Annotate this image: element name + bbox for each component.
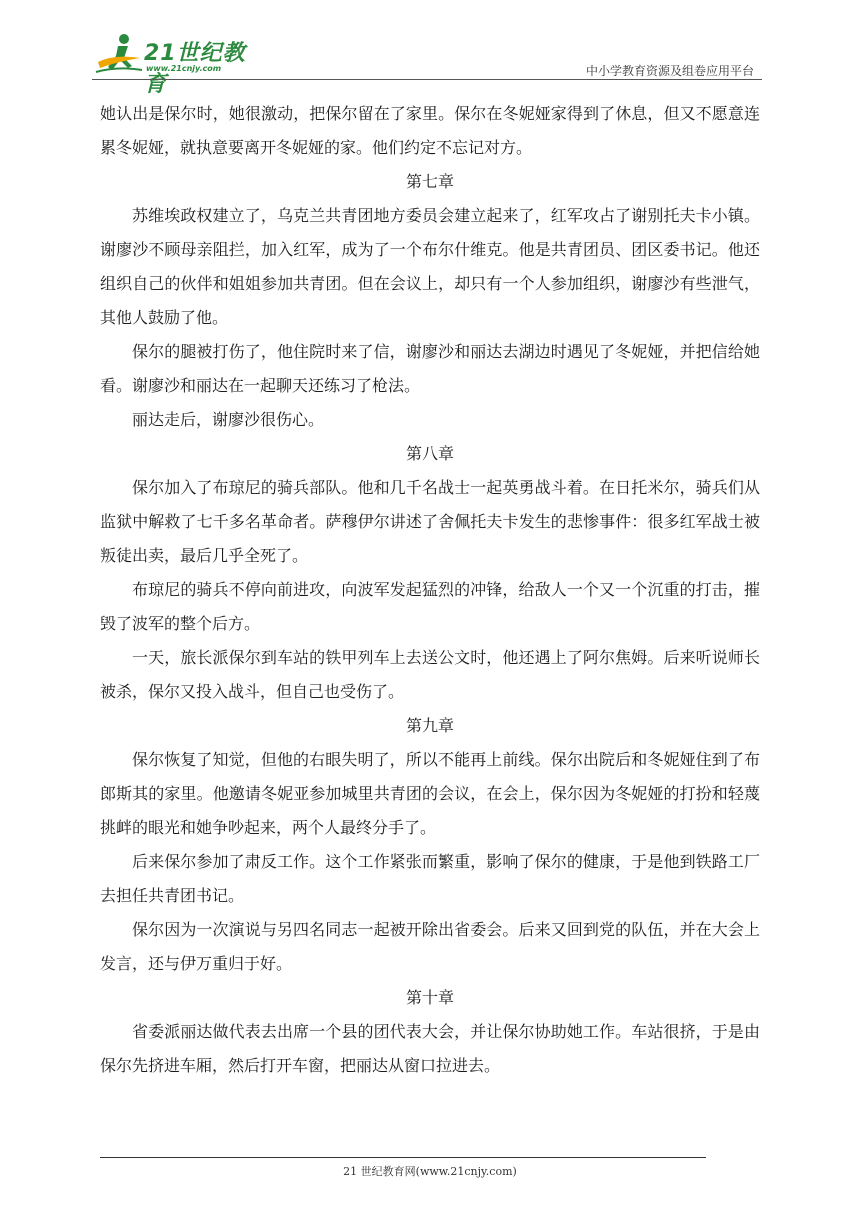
body-paragraph: 布琼尼的骑兵不停向前进攻，向波军发起猛烈的冲锋，给敌人一个又一个沉重的打击，摧毁了波军的整个后方。	[100, 580, 760, 633]
logo-url: www.21cnjy.com	[146, 64, 222, 73]
body-paragraph: 保尔因为一次演说与另四名同志一起被开除出省委会。后来又回到党的队伍，并在大会上发言，还与伊万重归于好。	[100, 920, 760, 973]
chapter-heading: 第八章	[405, 444, 454, 463]
body-paragraph: 保尔加入了布琼尼的骑兵部队。他和几千名战士一起英勇战斗着。在日托米尔，骑兵们从监狱中解救了七千多名革命者。萨穆伊尔讲述了舍佩托夫卡发生的悲惨事件：很多红军战士被叛徒出卖，最后几乎全死了。	[100, 478, 760, 565]
document-body	[100, 97, 760, 1083]
chapter-heading: 第七章	[405, 172, 454, 191]
footer-divider	[100, 1157, 706, 1158]
body-paragraph: 后来保尔参加了肃反工作。这个工作紧张而繁重，影响了保尔的健康，于是他到铁路工厂去担任共青团书记。	[100, 852, 760, 905]
header-platform-text: 中小学教育资源及组卷应用平台	[585, 64, 754, 78]
body-paragraph: 一天，旅长派保尔到车站的铁甲列车上去送公文时，他还遇上了阿尔焦姆。后来听说师长被杀，保尔又投入战斗，但自己也受伤了。	[100, 648, 760, 701]
body-paragraph: 省委派丽达做代表去出席一个县的团代表大会，并让保尔协助她工作。车站很挤，于是由保尔先挤进车厢，然后打开车窗，把丽达从窗口拉进去。	[100, 1022, 760, 1075]
body-paragraph: 她认出是保尔时，她很激动，把保尔留在了家里。保尔在冬妮娅家得到了休息，但又不愿意连累冬妮娅，就执意要离开冬妮娅的家。他们约定不忘记对方。	[100, 104, 760, 157]
chapter-heading: 第九章	[405, 716, 454, 735]
body-paragraph: 保尔恢复了知觉，但他的右眼失明了，所以不能再上前线。保尔出院后和冬妮娅住到了布郎斯其的家里。他邀请冬妮亚参加城里共青团的会议，在会上，保尔因为冬妮娅的打扮和轻蔑挑衅的眼光和她争吵起来，两个人最终分手了。	[100, 750, 760, 837]
header-divider	[92, 79, 762, 80]
site-logo	[92, 30, 262, 97]
page-header	[92, 30, 762, 97]
body-paragraph: 丽达走后，谢廖沙很伤心。	[132, 410, 325, 429]
logo-text: 21世纪教育	[144, 41, 246, 97]
body-paragraph: 保尔的腿被打伤了，他住院时来了信，谢廖沙和丽达去湖边时遇见了冬妮娅，并把信给她看。谢廖沙和丽达在一起聊天还练习了枪法。	[100, 342, 760, 395]
chapter-heading: 第十章	[405, 988, 454, 1007]
body-paragraph: 苏维埃政权建立了，乌克兰共青团地方委员会建立起来了，红军攻占了谢别托夫卡小镇。谢廖沙不顾母亲阻拦，加入红军，成为了一个布尔什维克。他是共青团员、团区委书记。他还组织自己的伙伴和姐姐参加共青团。但在会议上，却只有一个人参加组织，谢廖沙有些泄气，其他人鼓励了他。	[100, 206, 760, 327]
footer-text: 21 世纪教育网(www.21cnjy.com)	[343, 1165, 517, 1178]
running-figure-icon	[94, 32, 144, 78]
